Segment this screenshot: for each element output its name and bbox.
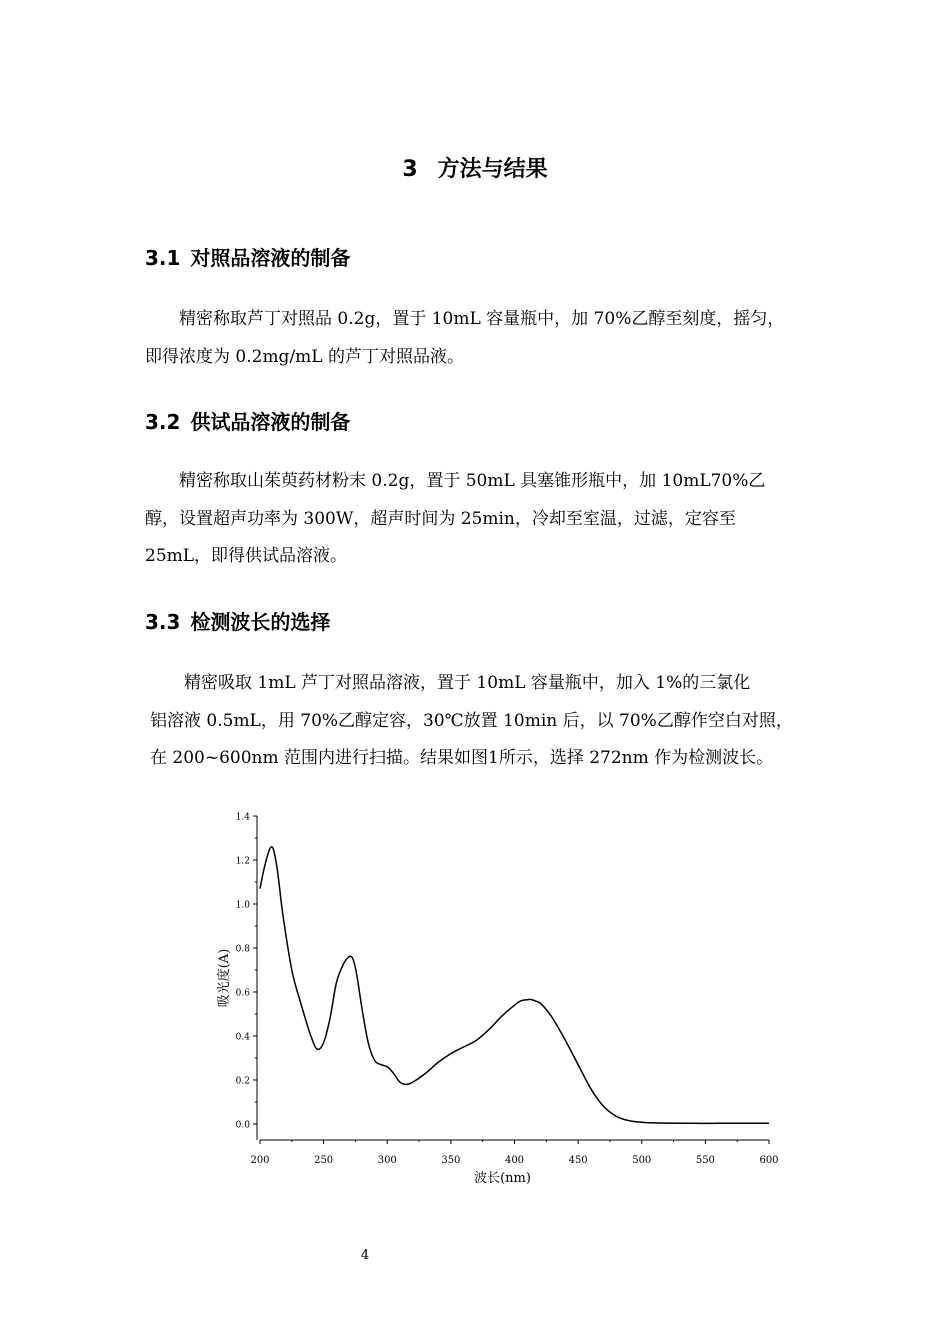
- paragraph-line: 精密吸取 1mL 芦丁对照品溶液，置于 10mL 容量瓶中，加入 1%的三氯化: [184, 673, 751, 693]
- section-heading-3-3: [145, 606, 330, 635]
- paragraph-3-3: [150, 665, 793, 778]
- paragraph-line: 即得浓度为 0.2mg/mL 的芦丁对照品液。: [145, 346, 464, 367]
- x-tick-label: 300: [377, 1155, 397, 1166]
- y-tick-label: 0.8: [235, 944, 250, 955]
- section-heading-3-2: [145, 406, 350, 435]
- y-tick-label: 1.0: [235, 900, 250, 911]
- chapter-number: 3: [402, 157, 418, 182]
- section-title: 检测波长的选择: [190, 610, 331, 634]
- paragraph-line: 醇，设置超声功率为 300W，超声时间为 25min，冷却至室温，过滤，定容至: [145, 508, 736, 529]
- x-tick-label: 250: [314, 1155, 334, 1166]
- x-axis-label: 波长(nm): [474, 1171, 531, 1186]
- chart-axes: [257, 816, 769, 1140]
- paragraph-line: 铝溶液 0.5mL，用 70%乙醇定容，30℃放置 10min 后，以 70%乙醇作空白对照，: [150, 710, 793, 731]
- x-tick-label: 550: [695, 1155, 715, 1166]
- y-tick-label: 0.6: [235, 988, 250, 999]
- section-heading-3-1: [145, 242, 350, 271]
- paragraph-line: 精密称取芦丁对照品 0.2g，置于 10mL 容量瓶中，加 70%乙醇至刻度，摇匀，: [179, 309, 785, 329]
- section-title: 供试品溶液的制备: [190, 410, 351, 434]
- section-number: 3.1: [145, 246, 181, 270]
- absorbance-curve: [260, 847, 769, 1124]
- paragraph-line: 25mL，即得供试品溶液。: [145, 546, 348, 566]
- chart-ticks: [236, 813, 779, 1167]
- y-tick-label: 0.0: [235, 1120, 250, 1131]
- paragraph-3-2: [145, 463, 765, 576]
- y-tick-label: 0.2: [235, 1076, 250, 1087]
- x-tick-label: 500: [632, 1155, 652, 1166]
- paragraph-3-1: [145, 301, 784, 376]
- page-number: 4: [360, 1248, 370, 1263]
- paragraph-line: 精密称取山茱萸药材粉末 0.2g，置于 50mL 具塞锥形瓶中，加 10mL70%乙: [179, 471, 766, 491]
- y-tick-label: 1.2: [235, 856, 250, 867]
- uv-absorption-chart: [210, 805, 790, 1195]
- paragraph-line: 在 200~600nm 范围内进行扫描。结果如图1所示，选择 272nm 作为检测波长。: [150, 748, 774, 768]
- y-tick-label: 1.4: [235, 812, 250, 823]
- y-axis-label: 吸光度(A): [217, 948, 232, 1008]
- section-number: 3.2: [145, 410, 181, 434]
- x-tick-label: 400: [504, 1155, 525, 1166]
- x-tick-label: 450: [568, 1155, 588, 1166]
- chapter-heading: [0, 152, 950, 183]
- y-tick-label: 0.4: [235, 1032, 250, 1043]
- section-number: 3.3: [145, 610, 181, 634]
- x-tick-label: 600: [759, 1155, 779, 1166]
- x-tick-label: 350: [441, 1155, 461, 1166]
- x-tick-label: 200: [250, 1155, 270, 1166]
- section-title: 对照品溶液的制备: [190, 246, 351, 270]
- chapter-title: 方法与结果: [437, 157, 548, 182]
